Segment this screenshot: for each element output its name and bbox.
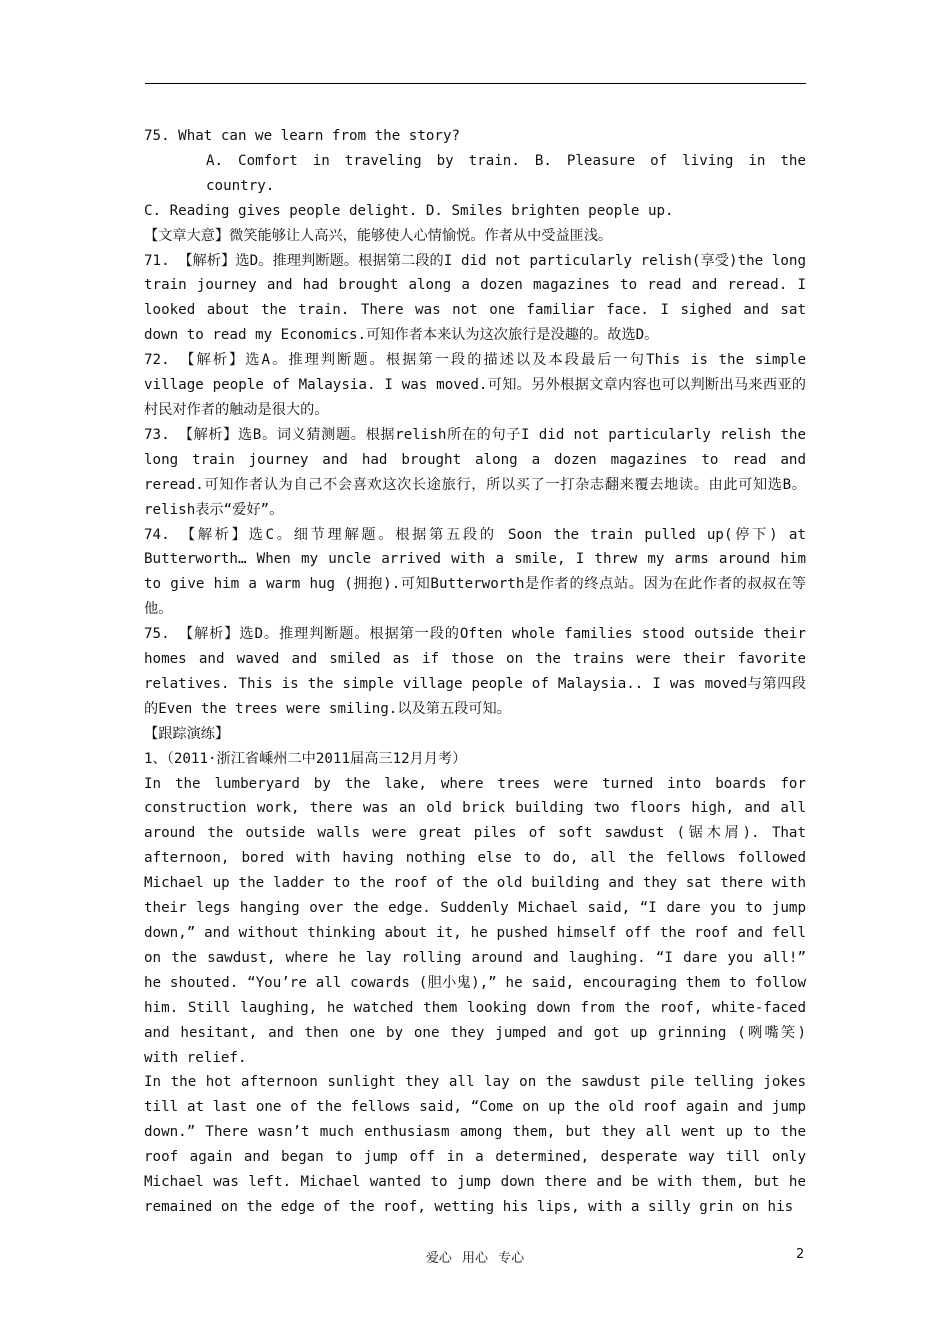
analysis-71: 71. 【解析】选D。推理判断题。根据第二段的I did not particularly relish(享受)the long train journey and had brought along a dozen magazines to read and reread. I looked about the train. There was not one familiar face. I sighed and sat down to read my Economics.可知作者本来认为这次旅行是没趣的。故选D。: [144, 252, 806, 344]
options-a-b: A. Comfort in traveling by train. B. Pleasure of living in the country.: [206, 152, 806, 194]
header-rule: [145, 83, 806, 84]
analysis-73: 73. 【解析】选B。词义猜测题。根据relish所在的句子I did not particularly relish the long train journey and had brought along a dozen magazines to read and reread.可知作者认为自己不会喜欢这次长途旅行，所以买了一打杂志翻来覆去地读。由此可知选B。relish表示“爱好”。: [144, 426, 806, 518]
passage-paragraph: In the hot afternoon sunlight they all lay on the sawdust pile telling jokes till at last one of the fellows said, “Come on up the old roof again and jump down.” There wasn’t much enthusiasm among them, but they all went up to the roof again and began to jump off in a determined, desperate way till only Michael was left. Michael wanted to jump down there and be with them, but he remained on the edge of the roof, wetting his lips, with a silly grin on his: [144, 1074, 806, 1215]
options-c-d: C. Reading gives people delight. D. Smiles brighten people up.: [144, 202, 674, 219]
page-number: 2: [796, 1247, 805, 1262]
page-body: [144, 124, 806, 1220]
question-75: 75. What can we learn from the story?: [144, 128, 461, 144]
passage-paragraph: In the lumberyard by the lake, where trees were turned into boards for construction work, there was an old brick building two floors high, and all around the outside walls were great piles of soft sawdust (锯木屑). That afternoon, bored with having nothing else to do, all the fellows followed Michael up the ladder to the roof of the old building and they sat there with their legs hanging over the edge. Suddenly Michael said, “I dare you to jump down,” and without thinking about it, he pushed himself off the roof and fell on the sawdust, where he lay rolling around and laughing. “I dare you all!” he shouted. “You’re all cowards (胆小鬼),” he said, encouraging them to follow him. Still laughing, he watched them looking down from the roof, white-faced and hesitant, and then one by one they jumped and got up grinning (咧嘴笑) with relief.: [144, 775, 806, 1066]
analysis-74: 74. 【解析】选C。细节理解题。根据第五段的 Soon the train pulled up(停下) at Butterworth… When my uncle arrived with a smile, I threw my arms around him to give him a warm hug (拥抱).可知Butterworth是作者的终点站。因为在此作者的叔叔在等他。: [144, 526, 806, 618]
exercise-source: 1、（2011·浙江省嵊州二中2011届高三12月月考）: [144, 750, 467, 767]
section-heading: 【跟踪演练】: [144, 725, 230, 742]
article-summary: 【文章大意】微笑能够让人高兴，能够使人心情愉悦。作者从中受益匪浅。: [144, 227, 613, 244]
analysis-72: 72. 【解析】选A。推理判断题。根据第一段的描述以及本段最后一句This is the simple village people of Malaysia. I was moved.可知。另外根据文章内容也可以判断出马来西亚的村民对作者的触动是很大的。: [144, 352, 806, 418]
analysis-75: 75. 【解析】选D。推理判断题。根据第一段的Often whole families stood outside their homes and waved and smiled as if those on the trains were their favorite relatives. This is the simple village people of Malaysia.. I was moved与第四段的Even the trees were smiling.以及第五段可知。: [144, 626, 806, 717]
footer-motto: 爱心 用心 专心: [425, 1251, 525, 1266]
